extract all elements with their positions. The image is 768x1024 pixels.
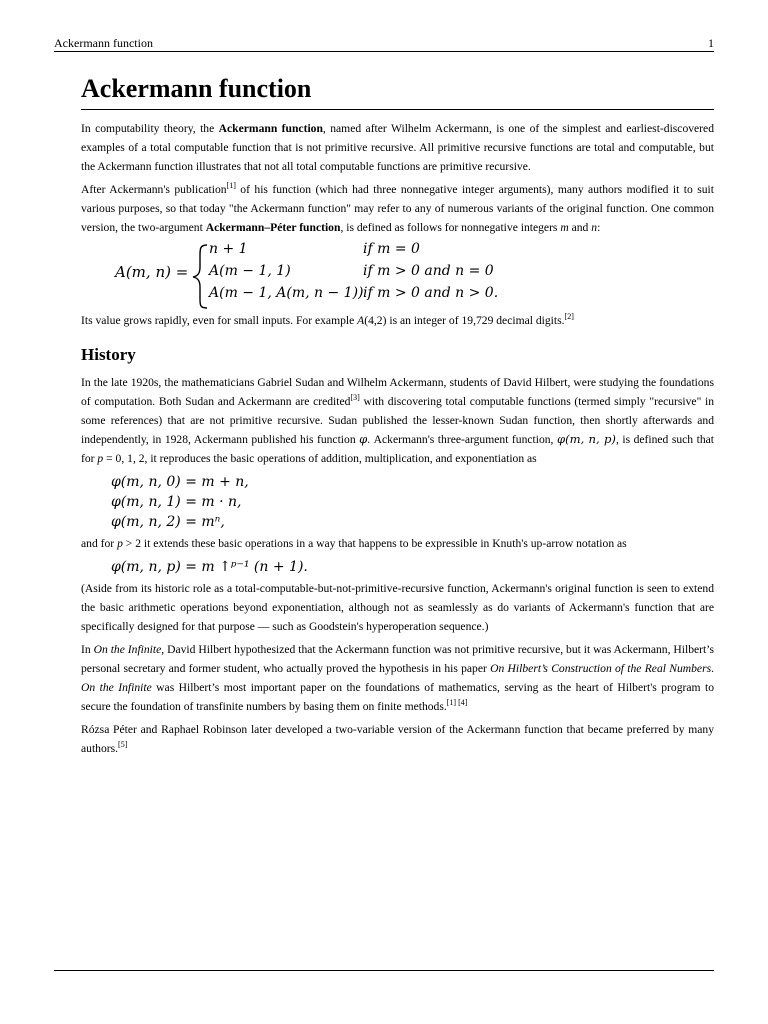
history-paragraph: [81, 373, 714, 468]
footer-rule: [54, 970, 714, 971]
paragraph-text: of his function (which had three nonnegative integer arguments), many authors modified it to suit various purposes, so that today "the Ackermann function" may refer to any of numerous variants of the original function. One common version, the two-argument: [81, 183, 714, 234]
running-header: [54, 35, 714, 52]
paragraph-text: , is defined as follows for nonnegative integers: [340, 221, 561, 234]
formula-case-expr: A(m − 1, A(m, n − 1)): [209, 285, 364, 301]
paragraph-text: . Ackermann's three-argument function,: [367, 433, 557, 446]
piecewise-formula: [81, 241, 714, 311]
citation-ref[interactable]: [1] [4]: [446, 698, 468, 707]
formula-lhs: A(m, n) =: [115, 263, 189, 281]
equation-line: [111, 557, 714, 577]
formula-case-expr: A(m − 1, 1): [209, 263, 291, 279]
paragraph-text: :: [597, 221, 601, 234]
intro-paragraph: [81, 119, 714, 176]
brace-icon: [81, 241, 221, 311]
phi-symbol: φ: [359, 432, 368, 446]
paragraph-text: .: [711, 662, 714, 675]
bold-term: Ackermann–Péter function: [205, 221, 341, 234]
peter-paragraph: [81, 720, 714, 758]
formula-case-cond: if m > 0 and n = 0: [363, 263, 494, 279]
equation-rhs: = m + n,: [185, 474, 249, 490]
paragraph-text: = 0, 1, 2, it reproduces the basic operations of addition, multiplication, and exponentiation as: [103, 452, 537, 465]
equation-lhs: φ(m, n, 1): [111, 494, 181, 510]
citation-ref[interactable]: [3]: [350, 393, 360, 402]
running-header-title: Ackermann function: [54, 36, 153, 50]
italic-title: On Hilbert’s Construction of the Real Numbers: [490, 662, 712, 675]
paragraph-text: Its value grows rapidly, even for small inputs. For example: [81, 314, 358, 327]
equation-lhs: φ(m, n, 2): [111, 514, 181, 530]
operations-equations: [111, 472, 714, 532]
var-p: p: [117, 537, 123, 550]
citation-ref[interactable]: [2]: [564, 312, 574, 321]
formula-case-cond: if m > 0 and n > 0.: [363, 285, 499, 301]
equation-line: [111, 512, 714, 532]
section-heading-history: History: [81, 345, 136, 364]
italic-title: On the Infinite: [81, 681, 152, 694]
article-title: Ackermann function: [81, 74, 714, 110]
intro-text: , named after Wilhelm Ackermann, is one of the simplest and earliest-discovered examples of a total computable function that is not primitive recursive. All primitive recursive functions are total and computable, but the Ackermann function illustrates that not all total computable functions are primitive recursive.: [81, 122, 714, 173]
intro-bold-term: Ackermann function: [218, 122, 323, 135]
var-m: m: [560, 221, 569, 234]
equation-line: [111, 492, 714, 512]
paragraph-text: and: [568, 221, 592, 234]
citation-ref[interactable]: [1]: [226, 181, 236, 190]
phi-function: φ(m, n, p): [556, 432, 616, 446]
intro-text: In computability theory, the: [81, 122, 219, 135]
citation-ref[interactable]: [5]: [118, 740, 128, 749]
var-n: n: [591, 221, 598, 234]
equation-rhs: = mⁿ,: [185, 514, 225, 530]
growth-paragraph: [81, 311, 714, 330]
var-p: p: [97, 452, 104, 465]
paragraph-text: with discovering total computable functions (termed simply "recursive" in some references) that are not primitive recursive. Sudan published the lesser-known Sudan function, then shortly afterwards and independently, in 1928, Ackermann published his function: [81, 395, 714, 446]
paragraph-text: , is defined such that for: [81, 433, 714, 465]
paragraph-text: In the late 1920s, the mathematicians Gabriel Sudan and Wilhelm Ackermann, students of David Hilbert, were studying the foundations of computation. Both Sudan and Ackermann are credited: [81, 376, 714, 408]
paragraph-text: (4,2) is an integer of 19,729 decimal digits.: [364, 314, 565, 327]
formula-case-cond: if m = 0: [363, 241, 420, 257]
publication-paragraph: [81, 180, 714, 237]
formula-case-expr: n + 1: [209, 241, 248, 257]
paragraph-text: and for: [81, 537, 118, 550]
paragraph-text: In: [81, 643, 94, 656]
var-a: A: [357, 314, 365, 327]
equation-lhs: φ(m, n, p): [111, 559, 181, 575]
knuth-paragraph: [81, 534, 714, 553]
equation-lhs: φ(m, n, 0): [111, 474, 181, 490]
paragraph-text: was Hilbert’s most important paper on the foundations of mathematics, serving as the heart of Hilbert's program to secure the foundation of transfinite numbers by basing them on finite methods.: [81, 681, 714, 713]
paragraph-text: , David Hilbert hypothesized that the Ackermann function was not primitive recursive, but it was Ackermann, Hilbert’s personal secretary and former student, who actually proved the hypothesis in his paper: [81, 643, 714, 675]
equation-rhs: = m ↑ᵖ⁻¹ (n + 1).: [185, 559, 308, 575]
aside-paragraph: (Aside from its historic role as a total-computable-but-not-primitive-recursive function, Ackermann's original function is seen to extend the basic arithmetic operations beyond exponentiation, although not as seamlessly as do variants of Ackermann's function that are specifically designed for that purpose — such as Goodstein's hyperoperation sequence.): [81, 582, 714, 633]
knuth-equation: [111, 557, 714, 577]
paragraph-text: Rózsa Péter and Raphael Robinson later developed a two-variable version of the Ackermann function that became preferred by many authors.: [81, 723, 714, 755]
paragraph-text: After Ackermann's publication: [81, 183, 227, 196]
paragraph-text: > 2 it extends these basic operations in a way that happens to be expressible in Knuth's up-arrow notation as: [122, 537, 627, 550]
hilbert-paragraph: [81, 640, 714, 716]
equation-line: [111, 472, 714, 492]
article-body: [81, 64, 714, 762]
italic-title: On the Infinite: [93, 643, 162, 656]
page-number: 1: [708, 36, 714, 50]
equation-rhs: = m · n,: [185, 494, 242, 510]
